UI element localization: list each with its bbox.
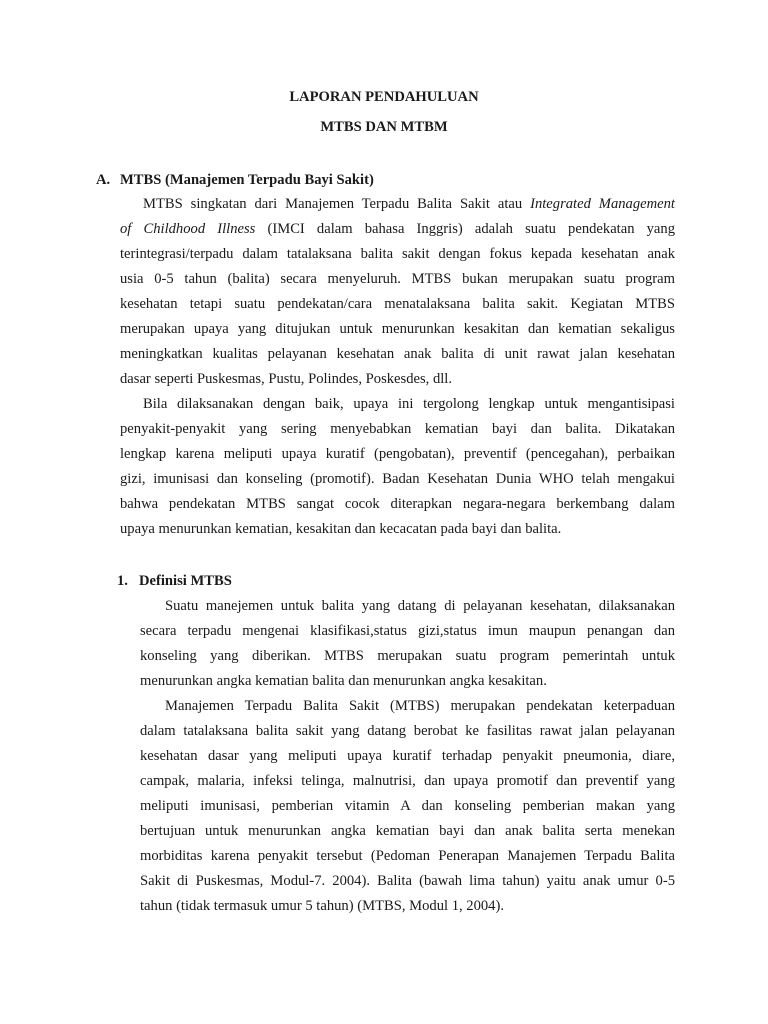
section-a-p1-line-2-italic: of Childhood Illness (120, 221, 256, 237)
section-a-p1-line-2-text: (IMCI dalam bahasa Inggris) adalah suatu pendekatan yang (255, 221, 676, 237)
section-a-p1-line-1-italic: Integrated Management (530, 196, 675, 212)
section-1-p1-line-3: konseling yang diberikan. MTBS merupakan suatu program pemerintah untuk (140, 648, 675, 664)
section-a-heading: MTBS (Manajemen Terpadu Bayi Sakit) (120, 172, 374, 188)
section-1-p2-line-9: tahun (tidak termasuk umur 5 tahun) (MTBS, Modul 1, 2004). (140, 898, 504, 914)
section-a-p2-line-2: penyakit-penyakit yang sering menyebabkan kematian bayi dan balita. Dikatakan (120, 421, 675, 437)
section-1-p2-line-5: meliputi imunisasi, pemberian vitamin A dan konseling pemberian makan yang (140, 798, 675, 814)
section-1-p1-line-1: Suatu manejemen untuk balita yang datang di pelayanan kesehatan, dilaksanakan (165, 598, 675, 614)
section-a-marker: A. (96, 172, 111, 188)
section-a-p1-line-4: usia 0-5 tahun (balita) secara menyeluruh. MTBS bukan merupakan suatu program (120, 271, 675, 287)
section-a-p1-line-3: terintegrasi/terpadu dalam tatalaksana balita sakit dengan fokus kepada kesehatan anak (120, 246, 675, 262)
section-a-p2-line-3: lengkap karena meliputi upaya kuratif (pengobatan), preventif (pencegahan), perbaikan (120, 446, 675, 462)
section-a-p2-line-5: bahwa pendekatan MTBS sangat cocok diterapkan negara-negara berkembang dalam (120, 496, 675, 512)
section-1-p2-line-7: morbiditas karena penyakit tersebut (Pedoman Penerapan Manajemen Terpadu Balita (140, 848, 675, 864)
section-a-p2-line-4: gizi, imunisasi dan konseling (promotif). Badan Kesehatan Dunia WHO telah mengakui (120, 471, 675, 487)
section-a-p1-line-1 (143, 195, 675, 213)
section-a-p2-line-6: upaya menurunkan kematian, kesakitan dan kecacatan pada bayi dan balita. (120, 521, 562, 537)
section-a-p1-line-5: kesehatan tetapi suatu pendekatan/cara menatalaksana balita sakit. Kegiatan MTBS (120, 296, 675, 312)
section-a-p2-line-1: Bila dilaksanakan dengan baik, upaya ini tergolong lengkap untuk mengantisipasi (143, 396, 675, 412)
section-a-p1-line-6: merupakan upaya yang ditujukan untuk menurunkan kesakitan dan kematian sekaligus (120, 321, 675, 337)
section-a-p1-line-1-text: MTBS singkatan dari Manajemen Terpadu Balita Sakit atau (143, 196, 531, 212)
section-1-p2-line-2: dalam tatalaksana balita sakit yang datang berobat ke fasilitas rawat jalan pelayanan (140, 723, 675, 739)
section-1-p1-line-2: secara terpadu mengenai klasifikasi,status gizi,status imun maupun penangan dan (140, 623, 675, 639)
section-1-p2-line-1: Manajemen Terpadu Balita Sakit (MTBS) merupakan pendekatan keterpaduan (165, 698, 675, 714)
title-line-1: LAPORAN PENDAHULUAN (289, 89, 479, 105)
section-1-p2-line-6: bertujuan untuk menurunkan angka kematian bayi dan anak balita serta menekan (140, 823, 675, 839)
title-line-2: MTBS DAN MTBM (320, 119, 448, 135)
section-1-marker: 1. (117, 573, 128, 589)
section-a-p1-line-7: meningkatkan kualitas pelayanan kesehatan anak balita di unit rawat jalan kesehatan (120, 346, 675, 362)
section-a-p1-line-8: dasar seperti Puskesmas, Pustu, Polindes, Poskesdes, dll. (120, 371, 453, 387)
section-1-p2-line-3: kesehatan dasar yang meliputi upaya kuratif terhadap penyakit pneumonia, diare, (140, 748, 675, 764)
section-1-p2-line-4: campak, malaria, infeksi telinga, malnutrisi, dan upaya promotif dan preventif yang (140, 773, 675, 789)
section-1-heading: Definisi MTBS (139, 573, 232, 589)
section-1-p2-line-8: Sakit di Puskesmas, Modul-7. 2004). Balita (bawah lima tahun) yaitu anak umur 0-5 (140, 873, 675, 889)
section-a-p1-line-2 (120, 220, 675, 238)
section-1-p1-line-4: menurunkan angka kematian balita dan menurunkan angka kesakitan. (140, 673, 547, 689)
